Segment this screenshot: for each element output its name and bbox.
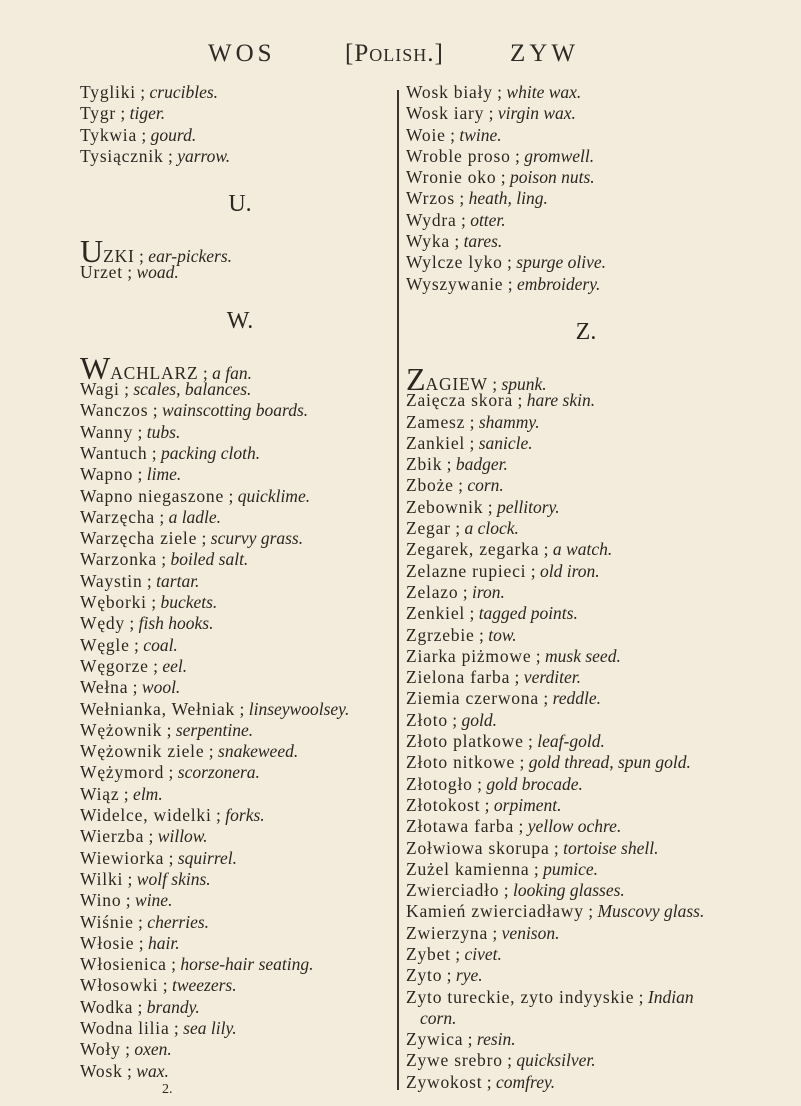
polish-term: Wiewiorka xyxy=(80,847,165,868)
english-translation: tartar. xyxy=(156,570,200,591)
dictionary-entry: Zywica ; resin. xyxy=(406,1029,516,1050)
dictionary-entry: Wosk ; wax. xyxy=(80,1060,169,1081)
english-translation: venison. xyxy=(501,922,560,943)
polish-term: Zgrzebie xyxy=(406,624,475,645)
polish-term: Zegarek, zegarka xyxy=(406,539,540,560)
english-translation: tubs. xyxy=(146,421,181,442)
english-translation: serpentine. xyxy=(175,719,254,740)
dictionary-entry: Wino ; wine. xyxy=(80,890,173,911)
polish-term: Wyka xyxy=(406,231,450,252)
polish-term: Włosowki xyxy=(80,975,159,996)
dictionary-entry: Zankiel ; sanicle. xyxy=(406,432,533,453)
polish-term: Wronie oko xyxy=(406,167,497,188)
english-translation: twine. xyxy=(459,124,502,145)
english-translation: heath, ling. xyxy=(468,188,548,209)
dictionary-entry: Złoto ; gold. xyxy=(406,709,498,730)
english-translation: badger. xyxy=(455,454,508,475)
dictionary-entry: Wanczos ; wainscotting boards. xyxy=(80,400,309,421)
polish-term: Wydra xyxy=(406,209,457,230)
polish-term: Wodka xyxy=(80,996,134,1017)
polish-term: Warzęcha ziele xyxy=(80,528,198,549)
polish-term: Warzonka xyxy=(80,549,157,570)
dictionary-entry: Węborki ; buckets. xyxy=(80,592,218,613)
dictionary-entry: Urzet ; woad. xyxy=(80,262,179,283)
polish-term: Wapno xyxy=(80,464,134,485)
english-translation: hare skin. xyxy=(526,390,596,411)
dictionary-entry: Zebownik ; pellitory. xyxy=(406,496,560,517)
polish-term: Wantuch xyxy=(80,442,148,463)
polish-term: Złoto nitkowe xyxy=(406,752,516,773)
polish-term: Wanny xyxy=(80,421,134,442)
english-translation: old iron. xyxy=(539,560,600,581)
dictionary-entry: Zywokost ; comfrey. xyxy=(406,1071,556,1092)
dictionary-entry: Włosie ; hair. xyxy=(80,932,180,953)
english-translation: embroidery. xyxy=(516,273,601,294)
dictionary-entry: Wylcze lyko ; spurge olive. xyxy=(406,252,607,273)
dictionary-entry: Tygr ; tiger. xyxy=(80,103,166,124)
dictionary-entry: Warzęcha ; a ladle. xyxy=(80,506,222,527)
polish-term: Wężownik ziele xyxy=(80,741,205,762)
polish-term: Tygr xyxy=(80,103,116,124)
english-translation: gourd. xyxy=(150,124,197,145)
polish-term: Zybet xyxy=(406,943,451,964)
english-translation: wolf skins. xyxy=(136,868,211,889)
english-translation: hair. xyxy=(148,932,180,953)
english-translation: orpiment. xyxy=(493,794,562,815)
polish-term: Tykwia xyxy=(80,124,138,145)
polish-term: Wagi xyxy=(80,379,120,400)
dictionary-entry: Zelazo ; iron. xyxy=(406,581,505,602)
dictionary-entry: Węgorze ; eel. xyxy=(80,655,188,676)
polish-term: Wężownik xyxy=(80,719,163,740)
english-translation: iron. xyxy=(472,581,505,602)
dictionary-entry: Zyto tureckie, zyto indyyskie ; Indian xyxy=(406,986,694,1007)
section-heading: Z. xyxy=(575,318,597,345)
english-translation: a ladle. xyxy=(168,506,222,527)
dictionary-entry: Wełnianka, Wełniak ; linseywoolsey. xyxy=(80,698,350,719)
polish-term: Węborki xyxy=(80,592,147,613)
dictionary-entry: Zegar ; a clock. xyxy=(406,518,519,539)
dictionary-entry: Wilki ; wolf skins. xyxy=(80,868,211,889)
dictionary-entry: Zegarek, zegarka ; a watch. xyxy=(406,539,613,560)
polish-term: ACHLARZ xyxy=(110,362,199,383)
english-translation: pumice. xyxy=(543,858,598,879)
dictionary-entry: Wapno niegaszone ; quicklime. xyxy=(80,485,311,506)
dictionary-entry: Wroble proso ; gromwell. xyxy=(406,145,595,166)
dictionary-entry: Wyka ; tares. xyxy=(406,231,503,252)
dictionary-entry: Zużel kamienna ; pumice. xyxy=(406,858,598,879)
running-header xyxy=(0,40,801,80)
english-translation: a watch. xyxy=(552,539,613,560)
english-translation: shammy. xyxy=(478,411,540,432)
english-translation: quicksilver. xyxy=(516,1050,596,1071)
polish-term: Złotogło xyxy=(406,773,473,794)
polish-term: Wędy xyxy=(80,613,125,634)
dictionary-entry: Wędy ; fish hooks. xyxy=(80,613,214,634)
dictionary-entry: WACHLARZ ; a fan. xyxy=(80,349,252,386)
polish-term: Wylcze lyko xyxy=(406,252,503,273)
polish-term: Zywica xyxy=(406,1029,464,1050)
english-translation: snakeweed. xyxy=(218,741,299,762)
english-translation: eel. xyxy=(162,655,188,676)
dictionary-entry: Wyszywanie ; embroidery. xyxy=(406,273,601,294)
dictionary-entry: Wełna ; wool. xyxy=(80,677,181,698)
english-translation: gromwell. xyxy=(524,145,595,166)
english-translation: verditer. xyxy=(523,667,581,688)
polish-term: Wełna xyxy=(80,677,129,698)
polish-term: Zwierciadło xyxy=(406,880,500,901)
polish-term: Kamień zwierciadławy xyxy=(406,901,584,922)
polish-term: Wilki xyxy=(80,868,124,889)
polish-term: Zegar xyxy=(406,518,451,539)
dictionary-entry: Zboże ; corn. xyxy=(406,475,504,496)
english-translation: leaf-gold. xyxy=(537,731,605,752)
polish-term: Zbik xyxy=(406,454,443,475)
polish-term: Warzęcha xyxy=(80,506,155,527)
dictionary-entry: Wapno ; lime. xyxy=(80,464,182,485)
polish-term: Wosk iary xyxy=(406,103,485,124)
polish-term: Urzet xyxy=(80,262,123,283)
dictionary-entry: Złotokost ; orpiment. xyxy=(406,794,562,815)
english-translation: pellitory. xyxy=(496,496,560,517)
english-translation: coal. xyxy=(143,634,178,655)
dictionary-entry: Złoto nitkowe ; gold thread, spun gold. xyxy=(406,752,691,773)
dictionary-entry: Zywe srebro ; quicksilver. xyxy=(406,1050,596,1071)
left-column xyxy=(80,82,390,1082)
english-translation: rye. xyxy=(455,965,483,986)
polish-term: Zywe srebro xyxy=(406,1050,503,1071)
dictionary-entry: Wosk iary ; virgin wax. xyxy=(406,103,576,124)
english-translation: wine. xyxy=(135,890,173,911)
english-translation: wax. xyxy=(136,1060,169,1081)
dictionary-entry: Złotogło ; gold brocade. xyxy=(406,773,583,794)
header-language: [Polish.] xyxy=(345,40,444,67)
english-translation: scorzonera. xyxy=(177,762,260,783)
polish-term: Wełnianka, Wełniak xyxy=(80,698,236,719)
polish-term: Zelazne rupieci xyxy=(406,560,527,581)
dictionary-entry: Wężymord ; scorzonera. xyxy=(80,762,260,783)
english-translation: elm. xyxy=(133,783,163,804)
english-translation: cherries. xyxy=(147,911,210,932)
entry-continuation xyxy=(406,1008,786,1029)
english-translation: ear-pickers. xyxy=(148,246,233,267)
dictionary-entry: Wierzba ; willow. xyxy=(80,826,208,847)
polish-term: Wyszywanie xyxy=(406,273,504,294)
dictionary-entry: Zołwiowa skorupa ; tortoise shell. xyxy=(406,837,659,858)
dictionary-entry: Zbik ; badger. xyxy=(406,454,508,475)
dictionary-entry: Zielona farba ; verditer. xyxy=(406,667,581,688)
dictionary-entry: Wodna lilia ; sea lily. xyxy=(80,1017,237,1038)
english-translation: horse-hair seating. xyxy=(180,954,314,975)
polish-term: Zboże xyxy=(406,475,454,496)
english-translation: forks. xyxy=(225,805,265,826)
polish-term: Tysiącznik xyxy=(80,145,164,166)
dictionary-entry: Włosienica ; horse-hair seating. xyxy=(80,954,314,975)
polish-term: Ziarka piżmowe xyxy=(406,645,532,666)
polish-term: Waystin xyxy=(80,570,143,591)
polish-term: Wosk xyxy=(80,1060,123,1081)
english-translation: reddle. xyxy=(552,688,602,709)
dictionary-entry: Wantuch ; packing cloth. xyxy=(80,442,261,463)
polish-term: Zużel kamienna xyxy=(406,858,530,879)
dictionary-entry: Wiewiorka ; squirrel. xyxy=(80,847,238,868)
dictionary-entry: Tykwia ; gourd. xyxy=(80,124,197,145)
polish-term: Wrzos xyxy=(406,188,455,209)
dictionary-entry: Zgrzebie ; tow. xyxy=(406,624,517,645)
dictionary-entry: Woły ; oxen. xyxy=(80,1039,172,1060)
dictionary-entry: Widelce, widelki ; forks. xyxy=(80,805,265,826)
polish-term: Złotokost xyxy=(406,794,481,815)
english-translation: boiled salt. xyxy=(170,549,249,570)
english-translation: tortoise shell. xyxy=(563,837,659,858)
english-translation: civet. xyxy=(464,943,502,964)
section-heading: U. xyxy=(228,191,252,218)
polish-term: Zwierzyna xyxy=(406,922,489,943)
dictionary-entry: Waystin ; tartar. xyxy=(80,570,200,591)
english-translation: lime. xyxy=(146,464,182,485)
dictionary-entry: Włosowki ; tweezers. xyxy=(80,975,237,996)
dictionary-entry: Tysiącznik ; yarrow. xyxy=(80,145,231,166)
polish-term: AGIEW xyxy=(425,373,488,394)
polish-term: Złoto platkowe xyxy=(406,731,524,752)
drop-initial: U xyxy=(80,233,104,270)
polish-term: Wierzba xyxy=(80,826,145,847)
english-translation: tweezers. xyxy=(171,975,237,996)
polish-term: Zebownik xyxy=(406,496,484,517)
english-translation: linseywoolsey. xyxy=(248,698,350,719)
english-translation: resin. xyxy=(476,1029,516,1050)
polish-term: Zielona farba xyxy=(406,667,511,688)
polish-term: Wodna lilia xyxy=(80,1017,170,1038)
polish-term: Włosie xyxy=(80,932,135,953)
english-translation: musk seed. xyxy=(545,645,621,666)
english-translation: Indian xyxy=(647,986,694,1007)
dictionary-entry: Wosk biały ; white wax. xyxy=(406,82,582,102)
dictionary-entry: UZKI ; ear-pickers. xyxy=(80,233,233,270)
dictionary-entry: Wężownik ; serpentine. xyxy=(80,719,254,740)
dictionary-entry: Zaięcza skora ; hare skin. xyxy=(406,390,596,411)
english-translation: quicklime. xyxy=(237,485,311,506)
dictionary-entry: Złotawa farba ; yellow ochre. xyxy=(406,816,622,837)
polish-term: Wino xyxy=(80,890,122,911)
drop-initial: Z xyxy=(406,360,426,397)
polish-term: Ziemia czerwona xyxy=(406,688,539,709)
english-translation: Muscovy glass. xyxy=(597,901,705,922)
english-translation: spunk. xyxy=(501,373,547,394)
dictionary-entry: Złoto platkowe ; leaf-gold. xyxy=(406,731,605,752)
dictionary-entry: Wagi ; scales, balances. xyxy=(80,379,252,400)
polish-term: Wanczos xyxy=(80,400,149,421)
polish-term: Wapno niegaszone xyxy=(80,485,225,506)
dictionary-entry: Wodka ; brandy. xyxy=(80,996,200,1017)
english-translation: spurge olive. xyxy=(516,252,607,273)
english-translation: gold. xyxy=(461,709,498,730)
english-translation: crucibles. xyxy=(149,82,219,102)
polish-term: Woie xyxy=(406,124,446,145)
english-translation: otter. xyxy=(470,209,506,230)
english-translation: comfrey. xyxy=(496,1071,556,1092)
english-translation: tow. xyxy=(488,624,517,645)
dictionary-entry: Zwierzyna ; venison. xyxy=(406,922,560,943)
english-translation: poison nuts. xyxy=(510,167,595,188)
polish-term: Włosienica xyxy=(80,954,167,975)
dictionary-entry: Ziarka piżmowe ; musk seed. xyxy=(406,645,621,666)
dictionary-entry: Zenkiel ; tagged points. xyxy=(406,603,578,624)
section-heading: W. xyxy=(226,307,254,334)
polish-term: Woły xyxy=(80,1039,121,1060)
english-translation: wainscotting boards. xyxy=(161,400,309,421)
dictionary-entry: Wronie oko ; poison nuts. xyxy=(406,167,595,188)
english-translation: corn. xyxy=(467,475,504,496)
dictionary-entry: Zyto ; rye. xyxy=(406,965,483,986)
page-number: 2. xyxy=(162,1082,173,1097)
polish-term: Tygliki xyxy=(80,82,136,102)
dictionary-entry: ZAGIEW ; spunk. xyxy=(406,360,547,397)
english-translation: gold brocade. xyxy=(486,773,583,794)
polish-term: Zyto tureckie, zyto indyyskie xyxy=(406,986,635,1007)
drop-initial: W xyxy=(80,349,111,386)
polish-term: Zywokost xyxy=(406,1071,483,1092)
dictionary-entry: Zamesz ; shammy. xyxy=(406,411,540,432)
english-translation: gold thread, spun gold. xyxy=(528,752,691,773)
english-translation: woad. xyxy=(136,262,179,283)
english-translation: fish hooks. xyxy=(138,613,214,634)
dictionary-entry: Zybet ; civet. xyxy=(406,943,502,964)
polish-term: Złoto xyxy=(406,709,448,730)
dictionary-entry: Wężownik ziele ; snakeweed. xyxy=(80,741,299,762)
english-translation: a clock. xyxy=(464,518,519,539)
english-translation: a fan. xyxy=(212,362,252,383)
english-translation: tiger. xyxy=(129,103,166,124)
polish-term: Zenkiel xyxy=(406,603,466,624)
header-right-catchword: ZYW xyxy=(510,40,579,67)
dictionary-entry: Zelazne rupieci ; old iron. xyxy=(406,560,600,581)
polish-term: Widelce, widelki xyxy=(80,805,212,826)
dictionary-entry: Warzęcha ziele ; scurvy grass. xyxy=(80,528,304,549)
english-translation: scurvy grass. xyxy=(210,528,304,549)
polish-term: Wężymord xyxy=(80,762,165,783)
polish-term: Zankiel xyxy=(406,432,466,453)
polish-term: Zaięcza skora xyxy=(406,390,514,411)
english-translation-continued: corn. xyxy=(420,1007,457,1028)
header-left-catchword: WOS xyxy=(208,40,276,67)
dictionary-entry: Wiąz ; elm. xyxy=(80,783,163,804)
english-translation: willow. xyxy=(157,826,208,847)
dictionary-entry: Warzonka ; boiled salt. xyxy=(80,549,249,570)
polish-term: Zołwiowa skorupa xyxy=(406,837,550,858)
dictionary-entry: Węgle ; coal. xyxy=(80,634,178,655)
english-translation: packing cloth. xyxy=(161,442,261,463)
english-translation: wool. xyxy=(141,677,181,698)
polish-term: ZKI xyxy=(103,246,135,267)
polish-term: Wroble proso xyxy=(406,145,511,166)
english-translation: oxen. xyxy=(134,1039,172,1060)
dictionary-entry: Wrzos ; heath, ling. xyxy=(406,188,548,209)
dictionary-entry: Woie ; twine. xyxy=(406,124,502,145)
dictionary-entry: Tygliki ; crucibles. xyxy=(80,82,219,102)
english-translation: squirrel. xyxy=(177,847,238,868)
polish-term: Złotawa farba xyxy=(406,816,515,837)
english-translation: sanicle. xyxy=(478,432,533,453)
polish-term: Wiąz xyxy=(80,783,120,804)
english-translation: buckets. xyxy=(160,592,218,613)
dictionary-entry: Wydra ; otter. xyxy=(406,209,506,230)
right-column xyxy=(406,82,786,1093)
dictionary-entry: Wanny ; tubs. xyxy=(80,421,181,442)
english-translation: looking glasses. xyxy=(512,880,625,901)
polish-term: Węgle xyxy=(80,634,130,655)
polish-term: Węgorze xyxy=(80,655,149,676)
english-translation: virgin wax. xyxy=(497,103,576,124)
dictionary-entry: Wiśnie ; cherries. xyxy=(80,911,210,932)
english-translation: sea lily. xyxy=(183,1017,237,1038)
dictionary-entry: Ziemia czerwona ; reddle. xyxy=(406,688,602,709)
polish-term: Wiśnie xyxy=(80,911,134,932)
dictionary-entry: Zwierciadło ; looking glasses. xyxy=(406,880,625,901)
polish-term: Wosk biały xyxy=(406,82,493,102)
polish-term: Zyto xyxy=(406,965,443,986)
english-translation: brandy. xyxy=(146,996,200,1017)
english-translation: tares. xyxy=(463,231,503,252)
english-translation: white wax. xyxy=(506,82,582,102)
dictionary-entry: Kamień zwierciadławy ; Muscovy glass. xyxy=(406,901,705,922)
english-translation: yellow ochre. xyxy=(527,816,622,837)
english-translation: yarrow. xyxy=(177,145,231,166)
english-translation: tagged points. xyxy=(478,603,578,624)
polish-term: Zelazo xyxy=(406,581,459,602)
polish-term: Zamesz xyxy=(406,411,466,432)
english-translation: scales, balances. xyxy=(133,379,252,400)
